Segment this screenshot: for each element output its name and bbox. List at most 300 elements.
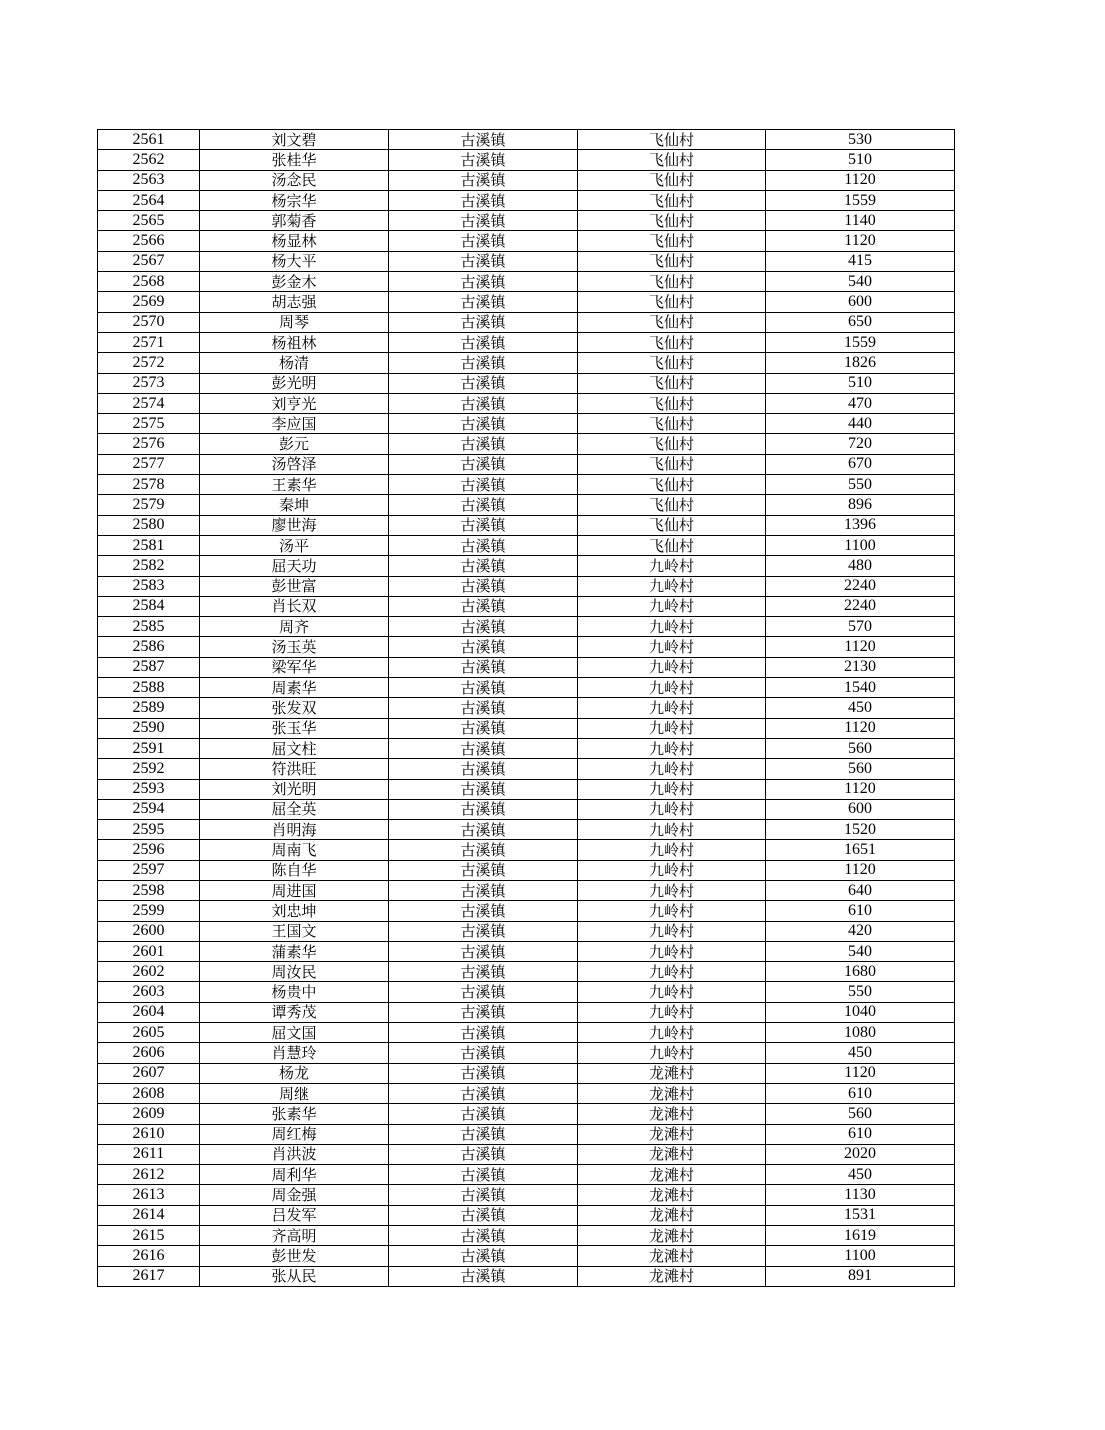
row-number-cell: 2605	[98, 1023, 200, 1043]
name-cell: 杨宗华	[200, 190, 389, 210]
village-cell: 龙滩村	[578, 1226, 766, 1246]
table-row	[98, 901, 955, 921]
name-cell: 张桂华	[200, 150, 389, 170]
town-cell: 古溪镇	[389, 515, 578, 535]
town-cell: 古溪镇	[389, 1144, 578, 1164]
village-cell: 九岭村	[578, 1023, 766, 1043]
village-cell: 飞仙村	[578, 170, 766, 190]
name-cell: 周金强	[200, 1185, 389, 1205]
table-row	[98, 556, 955, 576]
name-cell: 杨龙	[200, 1063, 389, 1083]
table-row	[98, 1023, 955, 1043]
town-cell: 古溪镇	[389, 880, 578, 900]
amount-cell: 610	[766, 1124, 955, 1144]
amount-cell: 1559	[766, 190, 955, 210]
amount-cell: 1559	[766, 332, 955, 352]
village-cell: 九岭村	[578, 698, 766, 718]
amount-cell: 2240	[766, 576, 955, 596]
row-number-cell: 2602	[98, 962, 200, 982]
village-cell: 九岭村	[578, 1043, 766, 1063]
name-cell: 秦坤	[200, 495, 389, 515]
row-number-cell: 2606	[98, 1043, 200, 1063]
name-cell: 周汝民	[200, 962, 389, 982]
amount-cell: 891	[766, 1266, 955, 1286]
village-cell: 飞仙村	[578, 231, 766, 251]
amount-cell: 1140	[766, 211, 955, 231]
village-cell: 九岭村	[578, 941, 766, 961]
table-row	[98, 312, 955, 332]
row-number-cell: 2592	[98, 759, 200, 779]
village-cell: 九岭村	[578, 921, 766, 941]
name-cell: 刘亨光	[200, 393, 389, 413]
town-cell: 古溪镇	[389, 272, 578, 292]
table-row	[98, 962, 955, 982]
table-row	[98, 820, 955, 840]
village-cell: 飞仙村	[578, 251, 766, 271]
town-cell: 古溪镇	[389, 475, 578, 495]
amount-cell: 540	[766, 272, 955, 292]
town-cell: 古溪镇	[389, 1043, 578, 1063]
name-cell: 彭金木	[200, 272, 389, 292]
row-number-cell: 2579	[98, 495, 200, 515]
name-cell: 肖慧玲	[200, 1043, 389, 1063]
table-row	[98, 617, 955, 637]
table-row	[98, 495, 955, 515]
village-cell: 飞仙村	[578, 515, 766, 535]
town-cell: 古溪镇	[389, 921, 578, 941]
name-cell: 周红梅	[200, 1124, 389, 1144]
village-cell: 九岭村	[578, 596, 766, 616]
row-number-cell: 2585	[98, 617, 200, 637]
village-cell: 九岭村	[578, 576, 766, 596]
name-cell: 周素华	[200, 678, 389, 698]
amount-cell: 450	[766, 1165, 955, 1185]
name-cell: 杨大平	[200, 251, 389, 271]
village-cell: 龙滩村	[578, 1144, 766, 1164]
table-row	[98, 880, 955, 900]
row-number-cell: 2616	[98, 1246, 200, 1266]
row-number-cell: 2612	[98, 1165, 200, 1185]
name-cell: 蒲素华	[200, 941, 389, 961]
row-number-cell: 2567	[98, 251, 200, 271]
amount-cell: 1100	[766, 1246, 955, 1266]
name-cell: 杨贵中	[200, 982, 389, 1002]
name-cell: 廖世海	[200, 515, 389, 535]
amount-cell: 1080	[766, 1023, 955, 1043]
village-cell: 九岭村	[578, 901, 766, 921]
table-row	[98, 414, 955, 434]
town-cell: 古溪镇	[389, 678, 578, 698]
name-cell: 郭菊香	[200, 211, 389, 231]
amount-cell: 2130	[766, 657, 955, 677]
town-cell: 古溪镇	[389, 576, 578, 596]
row-number-cell: 2610	[98, 1124, 200, 1144]
table-row	[98, 678, 955, 698]
table-row	[98, 860, 955, 880]
town-cell: 古溪镇	[389, 211, 578, 231]
name-cell: 周进国	[200, 880, 389, 900]
name-cell: 汤啓泽	[200, 454, 389, 474]
amount-cell: 510	[766, 150, 955, 170]
row-number-cell: 2566	[98, 231, 200, 251]
table-row	[98, 535, 955, 555]
name-cell: 张素华	[200, 1104, 389, 1124]
name-cell: 肖明海	[200, 820, 389, 840]
amount-cell: 610	[766, 901, 955, 921]
amount-cell: 1531	[766, 1205, 955, 1225]
name-cell: 张从民	[200, 1266, 389, 1286]
table-row	[98, 982, 955, 1002]
amount-cell: 720	[766, 434, 955, 454]
town-cell: 古溪镇	[389, 799, 578, 819]
amount-cell: 2020	[766, 1144, 955, 1164]
row-number-cell: 2609	[98, 1104, 200, 1124]
row-number-cell: 2584	[98, 596, 200, 616]
village-cell: 龙滩村	[578, 1165, 766, 1185]
table-row	[98, 1226, 955, 1246]
town-cell: 古溪镇	[389, 941, 578, 961]
name-cell: 王国文	[200, 921, 389, 941]
amount-cell: 540	[766, 941, 955, 961]
table-row	[98, 698, 955, 718]
name-cell: 汤平	[200, 535, 389, 555]
town-cell: 古溪镇	[389, 820, 578, 840]
amount-cell: 420	[766, 921, 955, 941]
table-row	[98, 211, 955, 231]
row-number-cell: 2575	[98, 414, 200, 434]
amount-cell: 510	[766, 373, 955, 393]
town-cell: 古溪镇	[389, 190, 578, 210]
table-row	[98, 393, 955, 413]
amount-cell: 2240	[766, 596, 955, 616]
row-number-cell: 2574	[98, 393, 200, 413]
row-number-cell: 2599	[98, 901, 200, 921]
row-number-cell: 2600	[98, 921, 200, 941]
row-number-cell: 2565	[98, 211, 200, 231]
table-row	[98, 475, 955, 495]
village-cell: 飞仙村	[578, 190, 766, 210]
name-cell: 王素华	[200, 475, 389, 495]
village-cell: 九岭村	[578, 617, 766, 637]
town-cell: 古溪镇	[389, 1266, 578, 1286]
village-cell: 飞仙村	[578, 150, 766, 170]
name-cell: 张玉华	[200, 718, 389, 738]
name-cell: 肖长双	[200, 596, 389, 616]
row-number-cell: 2586	[98, 637, 200, 657]
town-cell: 古溪镇	[389, 312, 578, 332]
town-cell: 古溪镇	[389, 414, 578, 434]
village-cell: 九岭村	[578, 556, 766, 576]
row-number-cell: 2617	[98, 1266, 200, 1286]
row-number-cell: 2596	[98, 840, 200, 860]
town-cell: 古溪镇	[389, 860, 578, 880]
amount-cell: 600	[766, 292, 955, 312]
table-row	[98, 799, 955, 819]
village-cell: 飞仙村	[578, 495, 766, 515]
amount-cell: 450	[766, 1043, 955, 1063]
name-cell: 彭元	[200, 434, 389, 454]
row-number-cell: 2604	[98, 1002, 200, 1022]
name-cell: 陈自华	[200, 860, 389, 880]
row-number-cell: 2578	[98, 475, 200, 495]
name-cell: 吕发军	[200, 1205, 389, 1225]
amount-cell: 670	[766, 454, 955, 474]
row-number-cell: 2613	[98, 1185, 200, 1205]
row-number-cell: 2598	[98, 880, 200, 900]
row-number-cell: 2572	[98, 353, 200, 373]
village-cell: 九岭村	[578, 738, 766, 758]
town-cell: 古溪镇	[389, 962, 578, 982]
name-cell: 彭世发	[200, 1246, 389, 1266]
row-number-cell: 2587	[98, 657, 200, 677]
amount-cell: 1520	[766, 820, 955, 840]
name-cell: 周利华	[200, 1165, 389, 1185]
town-cell: 古溪镇	[389, 535, 578, 555]
village-cell: 九岭村	[578, 657, 766, 677]
row-number-cell: 2571	[98, 332, 200, 352]
name-cell: 梁军华	[200, 657, 389, 677]
name-cell: 周齐	[200, 617, 389, 637]
row-number-cell: 2589	[98, 698, 200, 718]
amount-cell: 480	[766, 556, 955, 576]
village-cell: 飞仙村	[578, 475, 766, 495]
name-cell: 杨祖林	[200, 332, 389, 352]
row-number-cell: 2595	[98, 820, 200, 840]
village-cell: 九岭村	[578, 982, 766, 1002]
row-number-cell: 2582	[98, 556, 200, 576]
table-row	[98, 1165, 955, 1185]
row-number-cell: 2601	[98, 941, 200, 961]
table-row	[98, 353, 955, 373]
table-row	[98, 272, 955, 292]
village-cell: 飞仙村	[578, 211, 766, 231]
name-cell: 周琴	[200, 312, 389, 332]
village-cell: 九岭村	[578, 1002, 766, 1022]
village-cell: 九岭村	[578, 799, 766, 819]
table-row	[98, 170, 955, 190]
town-cell: 古溪镇	[389, 1205, 578, 1225]
name-cell: 汤念民	[200, 170, 389, 190]
table-row	[98, 1144, 955, 1164]
village-cell: 飞仙村	[578, 332, 766, 352]
amount-cell: 1120	[766, 779, 955, 799]
row-number-cell: 2562	[98, 150, 200, 170]
town-cell: 古溪镇	[389, 1083, 578, 1103]
village-cell: 龙滩村	[578, 1083, 766, 1103]
village-cell: 飞仙村	[578, 292, 766, 312]
town-cell: 古溪镇	[389, 637, 578, 657]
amount-cell: 550	[766, 982, 955, 1002]
town-cell: 古溪镇	[389, 170, 578, 190]
amount-cell: 560	[766, 759, 955, 779]
row-number-cell: 2615	[98, 1226, 200, 1246]
village-cell: 飞仙村	[578, 535, 766, 555]
village-cell: 九岭村	[578, 820, 766, 840]
village-cell: 龙滩村	[578, 1124, 766, 1144]
table-row	[98, 1083, 955, 1103]
row-number-cell: 2569	[98, 292, 200, 312]
village-cell: 飞仙村	[578, 434, 766, 454]
table-row	[98, 1104, 955, 1124]
row-number-cell: 2608	[98, 1083, 200, 1103]
village-cell: 九岭村	[578, 880, 766, 900]
table-row	[98, 921, 955, 941]
town-cell: 古溪镇	[389, 332, 578, 352]
village-cell: 飞仙村	[578, 393, 766, 413]
row-number-cell: 2591	[98, 738, 200, 758]
town-cell: 古溪镇	[389, 617, 578, 637]
row-number-cell: 2576	[98, 434, 200, 454]
table-row	[98, 1043, 955, 1063]
amount-cell: 1651	[766, 840, 955, 860]
village-cell: 龙滩村	[578, 1205, 766, 1225]
name-cell: 屈天功	[200, 556, 389, 576]
amount-cell: 1120	[766, 860, 955, 880]
table-row	[98, 759, 955, 779]
amount-cell: 640	[766, 880, 955, 900]
table-row	[98, 434, 955, 454]
amount-cell: 470	[766, 393, 955, 413]
table-row	[98, 941, 955, 961]
name-cell: 杨清	[200, 353, 389, 373]
amount-cell: 1826	[766, 353, 955, 373]
village-cell: 龙滩村	[578, 1246, 766, 1266]
town-cell: 古溪镇	[389, 393, 578, 413]
row-number-cell: 2607	[98, 1063, 200, 1083]
amount-cell: 1540	[766, 678, 955, 698]
village-cell: 龙滩村	[578, 1063, 766, 1083]
table-row	[98, 637, 955, 657]
amount-cell: 1120	[766, 718, 955, 738]
row-number-cell: 2580	[98, 515, 200, 535]
table-row	[98, 718, 955, 738]
name-cell: 彭世富	[200, 576, 389, 596]
village-cell: 九岭村	[578, 962, 766, 982]
name-cell: 符洪旺	[200, 759, 389, 779]
amount-cell: 650	[766, 312, 955, 332]
village-cell: 九岭村	[578, 637, 766, 657]
table-row	[98, 292, 955, 312]
town-cell: 古溪镇	[389, 596, 578, 616]
table-row	[98, 454, 955, 474]
amount-cell: 440	[766, 414, 955, 434]
amount-cell: 600	[766, 799, 955, 819]
village-cell: 龙滩村	[578, 1104, 766, 1124]
village-cell: 飞仙村	[578, 312, 766, 332]
name-cell: 李应国	[200, 414, 389, 434]
town-cell: 古溪镇	[389, 1124, 578, 1144]
town-cell: 古溪镇	[389, 292, 578, 312]
amount-cell: 560	[766, 1104, 955, 1124]
town-cell: 古溪镇	[389, 840, 578, 860]
amount-cell: 1120	[766, 637, 955, 657]
town-cell: 古溪镇	[389, 434, 578, 454]
table-row	[98, 840, 955, 860]
name-cell: 周继	[200, 1083, 389, 1103]
name-cell: 杨显林	[200, 231, 389, 251]
town-cell: 古溪镇	[389, 657, 578, 677]
row-number-cell: 2570	[98, 312, 200, 332]
table-row	[98, 779, 955, 799]
town-cell: 古溪镇	[389, 353, 578, 373]
town-cell: 古溪镇	[389, 1185, 578, 1205]
row-number-cell: 2614	[98, 1205, 200, 1225]
table-row	[98, 1124, 955, 1144]
village-cell: 飞仙村	[578, 414, 766, 434]
row-number-cell: 2568	[98, 272, 200, 292]
village-cell: 九岭村	[578, 678, 766, 698]
amount-cell: 570	[766, 617, 955, 637]
table-row	[98, 1185, 955, 1205]
name-cell: 刘文碧	[200, 130, 389, 150]
town-cell: 古溪镇	[389, 556, 578, 576]
town-cell: 古溪镇	[389, 1002, 578, 1022]
table-row	[98, 190, 955, 210]
amount-cell: 550	[766, 475, 955, 495]
row-number-cell: 2561	[98, 130, 200, 150]
table-row	[98, 130, 955, 150]
town-cell: 古溪镇	[389, 901, 578, 921]
village-cell: 龙滩村	[578, 1266, 766, 1286]
town-cell: 古溪镇	[389, 1226, 578, 1246]
amount-cell: 610	[766, 1083, 955, 1103]
town-cell: 古溪镇	[389, 1063, 578, 1083]
table-row	[98, 1266, 955, 1286]
row-number-cell: 2583	[98, 576, 200, 596]
town-cell: 古溪镇	[389, 698, 578, 718]
amount-cell: 896	[766, 495, 955, 515]
amount-cell: 1100	[766, 535, 955, 555]
town-cell: 古溪镇	[389, 150, 578, 170]
name-cell: 屈文国	[200, 1023, 389, 1043]
table-body	[98, 130, 955, 1287]
village-cell: 九岭村	[578, 840, 766, 860]
town-cell: 古溪镇	[389, 759, 578, 779]
table-row	[98, 251, 955, 271]
amount-cell: 415	[766, 251, 955, 271]
name-cell: 肖洪波	[200, 1144, 389, 1164]
village-cell: 龙滩村	[578, 1185, 766, 1205]
town-cell: 古溪镇	[389, 251, 578, 271]
amount-cell: 1120	[766, 170, 955, 190]
table-row	[98, 657, 955, 677]
data-table	[97, 129, 955, 1287]
name-cell: 齐高明	[200, 1226, 389, 1246]
amount-cell: 450	[766, 698, 955, 718]
table-row	[98, 231, 955, 251]
table-row	[98, 515, 955, 535]
row-number-cell: 2577	[98, 454, 200, 474]
name-cell: 张发双	[200, 698, 389, 718]
amount-cell: 1040	[766, 1002, 955, 1022]
town-cell: 古溪镇	[389, 1023, 578, 1043]
row-number-cell: 2597	[98, 860, 200, 880]
row-number-cell: 2573	[98, 373, 200, 393]
row-number-cell: 2594	[98, 799, 200, 819]
name-cell: 汤玉英	[200, 637, 389, 657]
village-cell: 飞仙村	[578, 454, 766, 474]
amount-cell: 1396	[766, 515, 955, 535]
name-cell: 刘忠坤	[200, 901, 389, 921]
row-number-cell: 2588	[98, 678, 200, 698]
town-cell: 古溪镇	[389, 495, 578, 515]
table-row	[98, 1063, 955, 1083]
row-number-cell: 2611	[98, 1144, 200, 1164]
row-number-cell: 2603	[98, 982, 200, 1002]
table-row	[98, 576, 955, 596]
row-number-cell: 2593	[98, 779, 200, 799]
row-number-cell: 2590	[98, 718, 200, 738]
